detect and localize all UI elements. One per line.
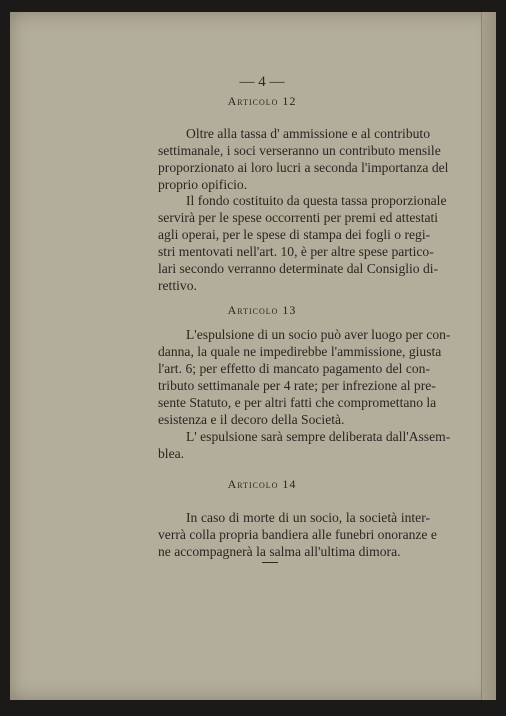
article-12-heading: Articolo 12 [227,94,297,108]
article-13-heading: Articolo 13 [227,303,297,317]
text-line: L' espulsione sarà sempre deliberata dall'Assem- [186,429,451,444]
text-line: tributo settimanale per 4 rate; per infrezione al pre- [158,378,436,393]
text-line: Il fondo costituito da questa tassa proporzionale [186,193,447,208]
text-line: danna, la quale ne impedirebbe l'ammissione, giusta [158,344,442,359]
text-line: lari secondo verranno determinate dal Consiglio di- [158,261,439,276]
end-rule [262,562,278,563]
text-line: sente Statuto, e per altri fatti che compromettano la [158,395,437,410]
text-line: l'art. 6; per effetto di mancato pagamento del con- [158,361,430,376]
article-13-paragraph-2 [158,428,451,462]
text-line: L'espulsione di un socio può aver luogo per con- [186,327,451,342]
article-13-paragraph-1 [158,326,451,428]
text-line: esistenza e il decoro della Società. [158,412,345,427]
text-line: proporzionato ai loro lucri a seconda l'importanza del [158,160,449,175]
text-line: proprio opificio. [158,177,248,192]
article-12-paragraph-2 [158,192,447,294]
article-12-paragraph-1 [158,125,449,193]
page-number: — 4 — [239,74,285,90]
text-line: In caso di morte di un socio, la società inter- [186,510,430,525]
text-line: Oltre alla tassa d' ammissione e al contributo [186,126,430,141]
text-line: agli operai, per le spese di stampa dei fogli o regi- [158,227,431,242]
article-14-heading: Articolo 14 [227,477,297,491]
text-line: blea. [158,446,185,461]
text-line: servirà per le spese occorrenti per premi ed attestati [158,210,439,225]
text-line: stri mentovati nell'art. 10, è per altre spese partico- [158,244,434,259]
text-line: ne accompagnerà la salma all'ultima dimora. [158,544,401,559]
text-line: verrà colla propria bandiera alle funebri onoranze e [158,527,437,542]
article-14-paragraph-1 [158,509,437,560]
text-line: rettivo. [158,278,197,293]
page-edge [481,12,496,700]
text-line: settimanale, i soci verseranno un contributo mensile [158,143,441,158]
